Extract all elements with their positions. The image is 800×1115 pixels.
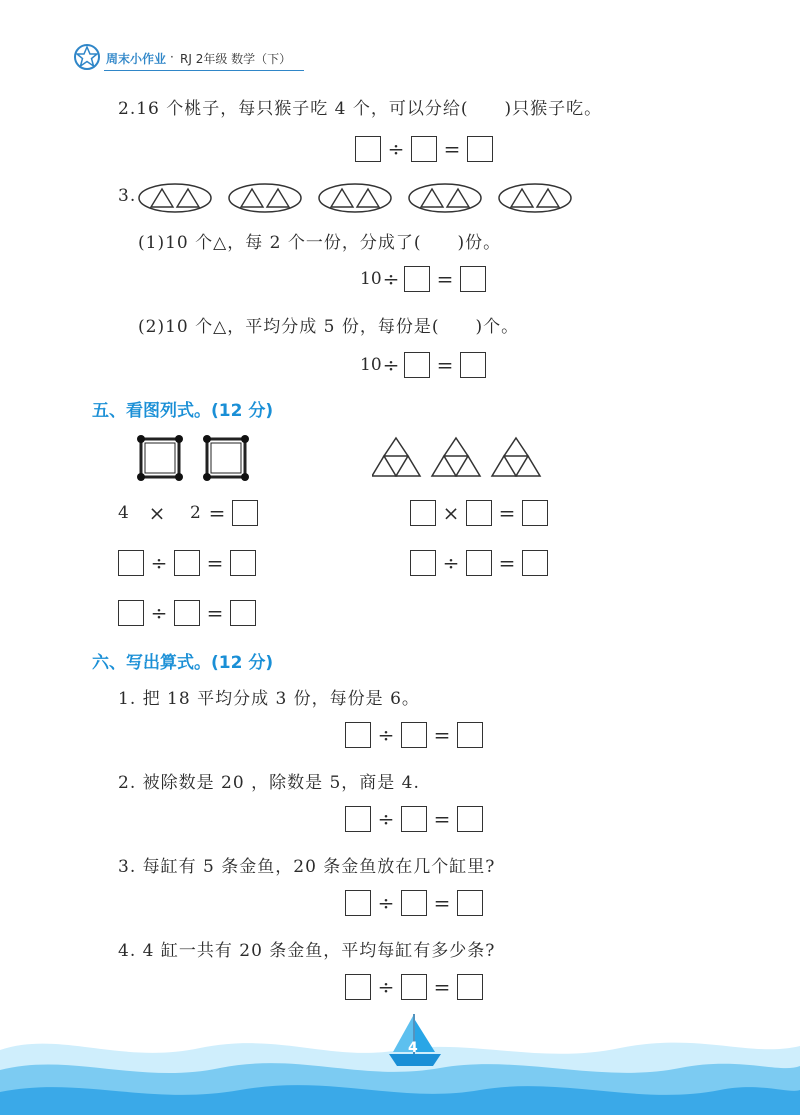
answer-box[interactable] [457, 806, 483, 832]
divide-sign: ÷ [377, 975, 395, 999]
answer-box[interactable] [457, 974, 483, 1000]
triangle-icon [432, 438, 480, 476]
answer-box[interactable] [345, 974, 371, 1000]
question-2: 2.16 个桃子，每只猴子吃 4 个，可以分给( )只猴子吃。 [118, 99, 603, 119]
answer-box[interactable] [174, 550, 200, 576]
s6-item-1: 1. 把 18 平均分成 3 份，每份是 6。 [118, 689, 420, 709]
question-3-sub2: (2)10 个△，平均分成 5 份，每份是( )个。 [138, 317, 520, 337]
answer-box[interactable] [457, 890, 483, 916]
s6-item-3-equation [345, 890, 495, 920]
triangle-groups-figure [135, 178, 595, 218]
q3-sub2-equation [360, 352, 500, 382]
times-sign: × [442, 501, 460, 525]
answer-box[interactable] [174, 600, 200, 626]
divide-sign: ÷ [377, 723, 395, 747]
header-series: 周末小作业 [106, 52, 167, 66]
factor-b: 2 [190, 503, 201, 523]
answer-box[interactable] [230, 550, 256, 576]
s6-item-4: 4. 4 缸一共有 20 条金鱼，平均每缸有多少条? [118, 941, 496, 961]
answer-box[interactable] [118, 600, 144, 626]
equals-sign: = [433, 807, 451, 831]
matchstick-squares-figure [134, 432, 254, 484]
q2-equation [355, 136, 505, 166]
s6-item-2: 2. 被除数是 20 ，除数是 5，商是 4. [118, 773, 420, 793]
answer-box[interactable] [355, 136, 381, 162]
question-3-sub1: (1)10 个△，每 2 个一份，分成了( )份。 [138, 233, 502, 253]
s5-right-divide [410, 550, 560, 580]
equals-sign: = [436, 267, 454, 291]
answer-box[interactable] [345, 806, 371, 832]
equals-sign: = [436, 353, 454, 377]
divide-sign: ÷ [150, 601, 168, 625]
divide-sign: ÷ [387, 137, 405, 161]
answer-box[interactable] [232, 500, 258, 526]
oval-group [139, 184, 571, 212]
answer-box[interactable] [467, 136, 493, 162]
dividend: 10 [360, 269, 382, 289]
answer-box[interactable] [401, 974, 427, 1000]
answer-box[interactable] [522, 550, 548, 576]
answer-box[interactable] [404, 266, 430, 292]
question-3-number: 3. [118, 186, 137, 206]
header-edition: RJ 2年级 数学（下） [180, 52, 292, 66]
answer-box[interactable] [401, 806, 427, 832]
answer-box[interactable] [118, 550, 144, 576]
divide-sign: ÷ [377, 891, 395, 915]
header-underline [104, 70, 304, 71]
s6-item-3: 3. 每缸有 5 条金鱼，20 条金鱼放在几个缸里? [118, 857, 496, 877]
answer-box[interactable] [345, 890, 371, 916]
equals-sign: = [208, 501, 226, 525]
equals-sign: = [498, 501, 516, 525]
s5-left-multiply [118, 500, 268, 530]
s5-left-divide-2 [118, 600, 268, 630]
times-sign: × [148, 501, 166, 525]
divide-sign: ÷ [377, 807, 395, 831]
answer-box[interactable] [345, 722, 371, 748]
divide-sign: ÷ [150, 551, 168, 575]
factor-a: 4 [118, 503, 129, 523]
answer-box[interactable] [457, 722, 483, 748]
triangle-icon [492, 438, 540, 476]
logo-icon [72, 42, 102, 72]
section-5-title: 五、看图列式。(12 分) [92, 401, 274, 421]
triangle-icon [372, 438, 420, 476]
equals-sign: = [433, 891, 451, 915]
equals-sign: = [206, 601, 224, 625]
s6-item-2-equation [345, 806, 495, 836]
divide-sign: ÷ [382, 353, 400, 377]
s5-left-divide-1 [118, 550, 268, 580]
header [72, 40, 312, 76]
triangle-pyramids-figure [372, 432, 552, 484]
equals-sign: = [206, 551, 224, 575]
answer-box[interactable] [410, 550, 436, 576]
s5-right-multiply [410, 500, 560, 530]
equals-sign: = [498, 551, 516, 575]
page-number: 4 [408, 1040, 418, 1056]
section-6-title: 六、写出算式。(12 分) [92, 653, 274, 673]
dividend: 10 [360, 355, 382, 375]
answer-box[interactable] [404, 352, 430, 378]
s6-item-4-equation [345, 974, 495, 1004]
equals-sign: = [433, 723, 451, 747]
s6-item-1-equation [345, 722, 495, 752]
equals-sign: = [433, 975, 451, 999]
answer-box[interactable] [410, 500, 436, 526]
divide-sign: ÷ [442, 551, 460, 575]
triangle-icon [151, 189, 559, 207]
q3-sub1-equation [360, 266, 500, 296]
equals-sign: = [443, 137, 461, 161]
header-dot: · [170, 50, 174, 64]
answer-box[interactable] [466, 500, 492, 526]
answer-box[interactable] [411, 136, 437, 162]
answer-box[interactable] [230, 600, 256, 626]
answer-box[interactable] [460, 266, 486, 292]
answer-box[interactable] [401, 890, 427, 916]
divide-sign: ÷ [382, 267, 400, 291]
answer-box[interactable] [401, 722, 427, 748]
answer-box[interactable] [466, 550, 492, 576]
answer-box[interactable] [522, 500, 548, 526]
answer-box[interactable] [460, 352, 486, 378]
